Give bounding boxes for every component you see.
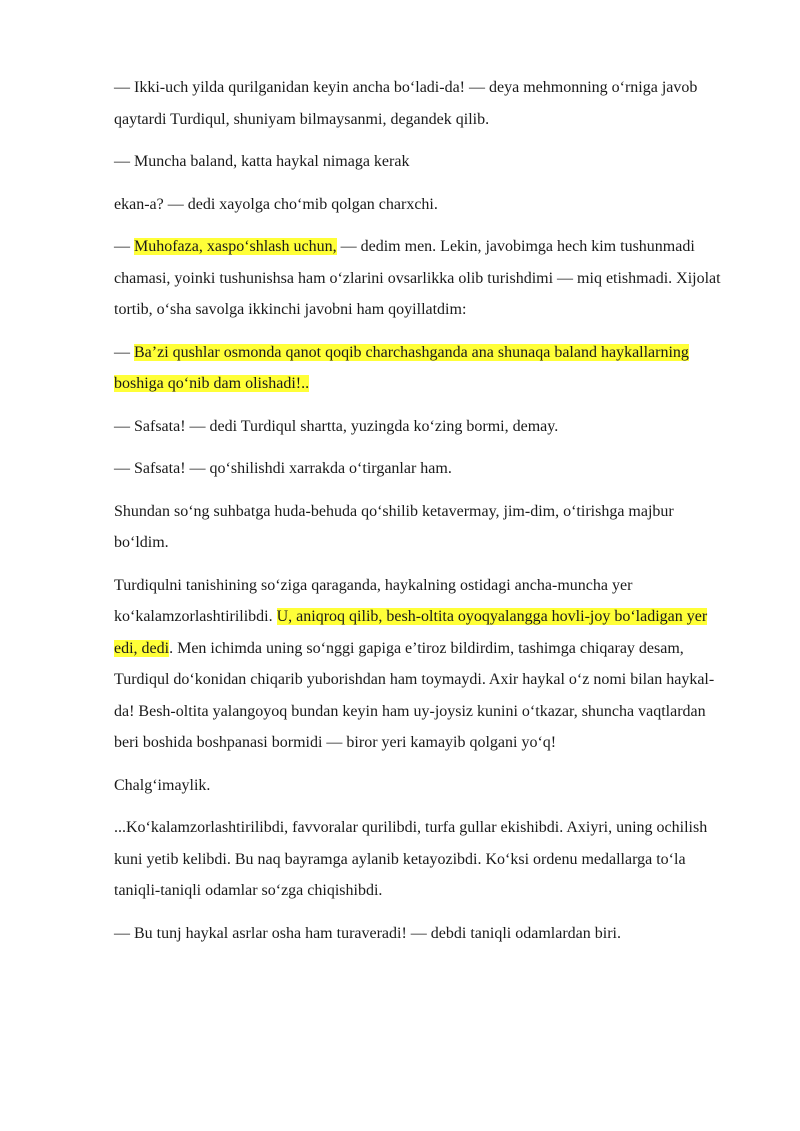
paragraph-4 [114,231,730,326]
paragraph-text: . Men ichimda uning soʻnggi gapiga e’tiroz bildirdim, tashimga chiqaray desam, Turdiqul doʻkonidan chiqarib yuborishdan ham toymaydi. Axir haykal oʻz nomi bilan haykal-da! Besh-oltita yalangoyoq bundan keyin ham uy-joysiz kunini oʻtkazar, shuncha vaqtlardan beri boshida boshpanasi bormidi — biror yeri kamayib qolgani yoʻq! [114,639,715,751]
highlighted-text: Muhofaza, xaspoʻshlash uchun, [134,238,337,255]
paragraph-12: — Bu tunj haykal asrlar osha ham turaveradi! — debdi taniqli odamlardan biri. [114,924,621,942]
paragraph-3: ekan-a? — dedi xayolga choʻmib qolgan charxchi. [114,195,438,213]
highlighted-text: U, aniqroq qilib, besh-oltita oyoqyalangga hovli-joy boʻladigan yer edi, dedi [114,608,708,657]
document-page [114,72,730,960]
paragraph-1: — Ikki-uch yilda qurilganidan keyin ancha boʻladi-da! — deya mehmonning oʻrniga javob qaytardi Turdiqul, shuniyam bilmaysanmi, degandek qilib. [114,79,698,128]
paragraph-6: — Safsata! — dedi Turdiqul shartta, yuzingda koʻzing bormi, demay. [114,417,559,435]
paragraph-2: — Muncha baland, katta haykal nimaga kerak [114,153,410,170]
paragraph-9 [114,570,730,759]
paragraph-11: ...Koʻkalamzorlashtirilibdi, favvoralar qurilibdi, turfa gullar ekishibdi. Axiyri, uning ochilish kuni yetib kelibdi. Bu naq bayramga aylanib ketayozibdi. Koʻksi ordenu medallarga toʻla taniqli-taniqli odamlar soʻzga chiqishibdi. [114,819,708,899]
paragraph-10: Chalgʻimaylik. [114,776,211,794]
paragraph-text: — dedim men. Lekin, javobimga hech kim tushunmadi chamasi, yoinki tushunishsa ham oʻzlarini ovsarlikka olib turishdimi — miq etishmadi. Xijolat tortib, oʻsha savolga ikkinchi javobni ham qoyillatdim: [114,238,721,318]
paragraph-7: — Safsata! — qoʻshilishdi xarrakda oʻtirganlar ham. [114,460,452,477]
paragraph-5 [114,337,730,400]
highlighted-text: Ba’zi qushlar osmonda qanot qoqib charchashganda ana shunaqa baland haykallarning boshiga qoʻnib dam olishadi!.. [114,343,689,392]
dialogue-dash: — [114,343,134,361]
paragraph-text: Turdiqulni tanishining soʻziga qaraganda, haykalning ostidagi ancha-muncha yer koʻkalamzorlashtirilibdi. [114,576,633,625]
paragraph-8: Shundan soʻng suhbatga huda-behuda qoʻshilib ketavermay, jim-dim, oʻtirishga majbur boʻldim. [114,502,674,551]
dialogue-dash: — [114,238,134,255]
